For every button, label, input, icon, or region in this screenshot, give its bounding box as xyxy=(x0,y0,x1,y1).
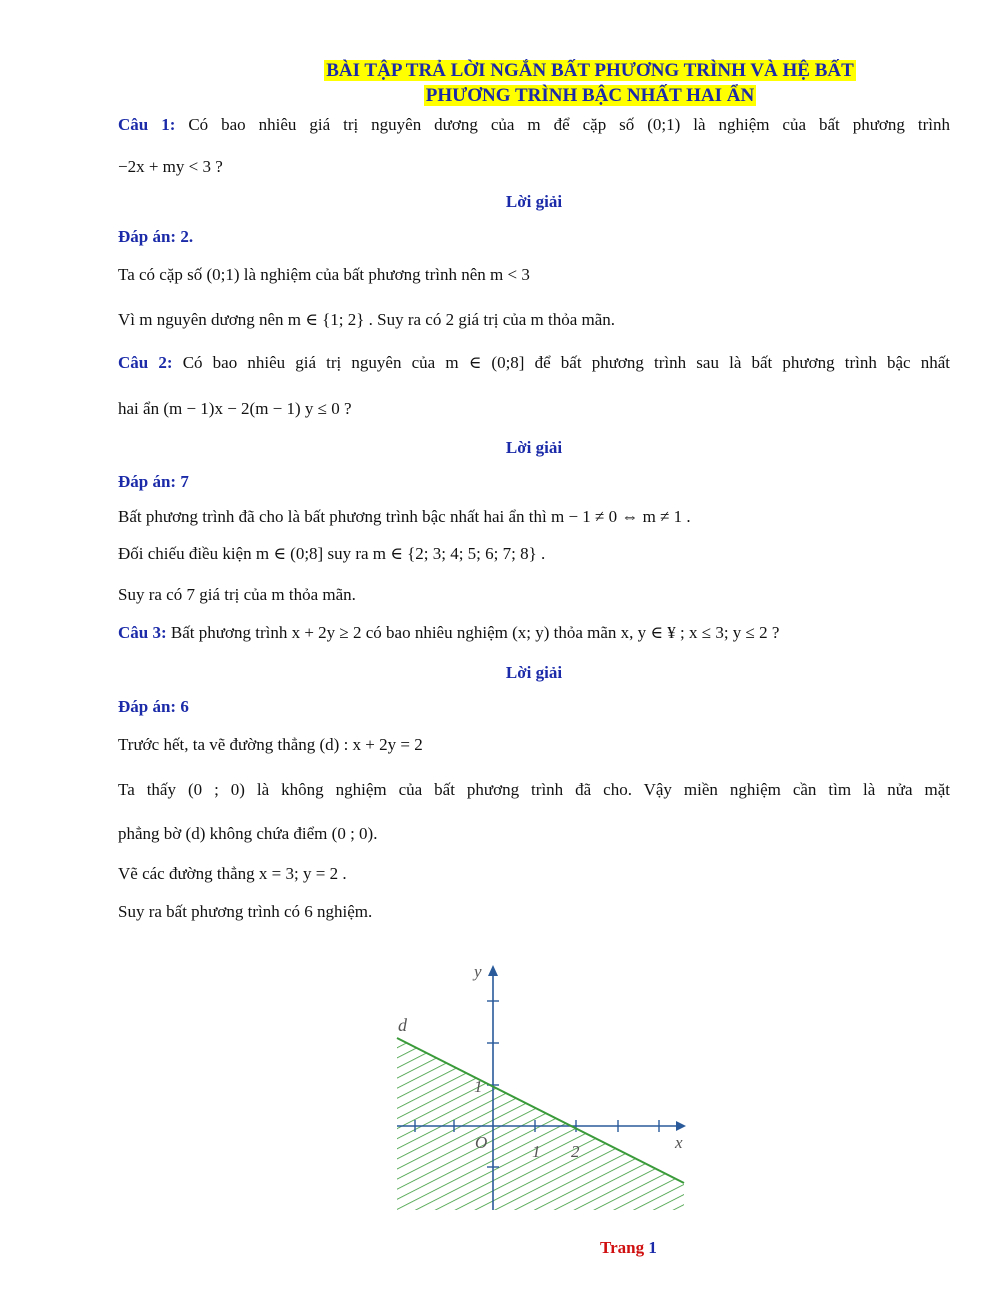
q3-solution-heading: Lời giải xyxy=(505,663,563,682)
q2-solution-line-1: Bất phương trình đã cho là bất phương trình bậc nhất hai ẩn thì m − 1 ≠ 0 ⇔ m ≠ 1 . xyxy=(118,507,691,526)
q3-solution-line-5: Suy ra bất phương trình có 6 nghiệm. xyxy=(118,902,373,921)
inequality-graph xyxy=(380,955,700,1215)
q3-question-line-1 xyxy=(118,621,950,645)
q3-answer: Đáp án: 6 xyxy=(118,697,189,716)
q1-question-line-2: −2x + my < 3 ? xyxy=(118,157,223,176)
line-d-label: d xyxy=(398,1015,407,1035)
q1-answer: Đáp án: 2. xyxy=(118,227,194,246)
q2-question-line-2: hai ẩn (m − 1)x − 2(m − 1) y ≤ 0 ? xyxy=(118,399,352,418)
q3-solution-line-4: Vẽ các đường thẳng x = 3; y = 2 . xyxy=(118,864,347,883)
q2-answer: Đáp án: 7 xyxy=(118,472,189,491)
q3-label: Câu 3: xyxy=(118,623,167,642)
axis-y-label: y xyxy=(474,962,482,981)
q1-label: Câu 1: xyxy=(118,115,176,134)
q3-solution-line-2: Ta thấy (0 ; 0) là không nghiệm của bất phương trình đã cho. Vậy miền nghiệm cần tìm là nửa mặt xyxy=(118,780,950,799)
q3-solution-line-1: Trước hết, ta vẽ đường thẳng (d) : x + 2y = 2 xyxy=(118,735,423,754)
q2-solution-heading: Lời giải xyxy=(505,438,563,457)
footer-page-number: 1 xyxy=(648,1238,657,1257)
q1-solution-heading: Lời giải xyxy=(505,192,563,211)
tick-x2-label: 2 xyxy=(571,1142,580,1161)
q2-solution-line-3: Suy ra có 7 giá trị của m thỏa mãn. xyxy=(118,585,356,604)
solution-region-hatch xyxy=(397,1038,684,1210)
q3-text-a: Bất phương trình x + 2y ≥ 2 có bao nhiêu nghiệm (x; y) thỏa mãn x, y ∈ ¥ ; x ≤ 3; y ≤ 2 ? xyxy=(170,623,780,642)
q1-solution-line-2: Vì m nguyên dương nên m ∈ {1; 2} . Suy ra có 2 giá trị của m thỏa mãn. xyxy=(118,310,616,329)
q1-question-line-1 xyxy=(118,113,950,137)
x-axis-arrow xyxy=(676,1121,686,1131)
document-title xyxy=(0,58,1000,108)
title-line-1: BÀI TẬP TRẢ LỜI NGẮN BẤT PHƯƠNG TRÌNH VÀ HỆ BẤT xyxy=(326,60,854,81)
q2-question-line-1 xyxy=(118,351,950,375)
q2-label: Câu 2: xyxy=(118,353,173,372)
page-footer xyxy=(600,1238,657,1258)
q2-solution-line-2: Đối chiếu điều kiện m ∈ (0;8] suy ra m ∈ {2; 3; 4; 5; 6; 7; 8} . xyxy=(118,544,546,563)
q1-solution-line-1: Ta có cặp số (0;1) là nghiệm của bất phương trình nên m < 3 xyxy=(118,265,530,284)
origin-label: O xyxy=(475,1133,488,1152)
tick-y1-label: 1 xyxy=(474,1077,483,1096)
q2-text-a: Có bao nhiêu giá trị nguyên của m ∈ (0;8] để bất phương trình sau là bất phương trình bậc nhất xyxy=(182,353,950,372)
axis-x-label: x xyxy=(675,1133,683,1152)
footer-word: Trang xyxy=(600,1238,645,1257)
tick-x1-label: 1 xyxy=(532,1142,541,1161)
q1-text-a: Có bao nhiêu giá trị nguyên dương của m để cặp số (0;1) là nghiệm của bất phương trình xyxy=(188,115,950,134)
title-line-2: PHƯƠNG TRÌNH BẬC NHẤT HAI ẨN xyxy=(425,85,755,106)
y-axis-arrow xyxy=(488,965,498,976)
q3-solution-line-3: phẳng bờ (d) không chứa điểm (0 ; 0). xyxy=(118,824,378,843)
